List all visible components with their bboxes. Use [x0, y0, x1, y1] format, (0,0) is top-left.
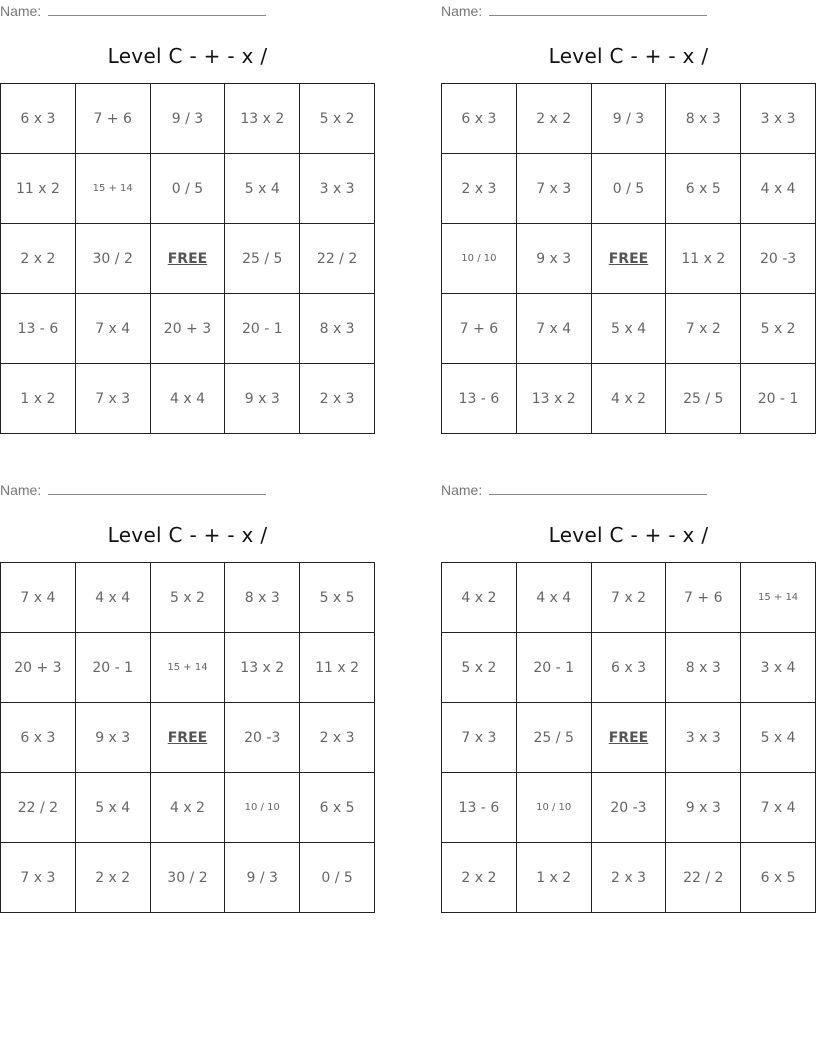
problem-cell[interactable]: 0 / 5 [150, 154, 225, 224]
problem-cell[interactable]: 13 x 2 [225, 633, 300, 703]
name-blank-line[interactable] [48, 482, 266, 495]
problem-cell[interactable]: 7 x 3 [442, 703, 517, 773]
problem-cell[interactable]: 5 x 2 [150, 563, 225, 633]
problem-cell[interactable]: 4 x 4 [516, 563, 591, 633]
grid-row [442, 773, 816, 843]
problem-cell[interactable]: 4 x 2 [150, 773, 225, 843]
problem-cell[interactable]: 7 x 3 [516, 154, 591, 224]
card-title: Level C - + - x / [107, 523, 268, 547]
problem-cell[interactable]: 9 / 3 [591, 84, 666, 154]
problem-cell[interactable]: 3 x 3 [666, 703, 741, 773]
problem-cell[interactable]: 20 + 3 [150, 294, 225, 364]
grid-row [1, 364, 375, 434]
problem-cell[interactable]: 5 x 4 [75, 773, 150, 843]
problem-cell[interactable]: 9 / 3 [225, 843, 300, 913]
problem-cell[interactable]: 9 x 3 [75, 703, 150, 773]
grid-row [442, 703, 816, 773]
grid-row [442, 84, 816, 154]
problem-cell[interactable]: 5 x 2 [741, 294, 816, 364]
grid-row [1, 224, 375, 294]
problem-cell[interactable]: 11 x 2 [300, 633, 375, 703]
card-title: Level C - + - x / [548, 523, 709, 547]
bingo-card-4 [441, 479, 816, 886]
problem-cell[interactable]: 2 x 2 [442, 843, 517, 913]
problem-cell[interactable]: 7 x 4 [1, 563, 76, 633]
problem-cell[interactable]: 5 x 4 [741, 703, 816, 773]
problem-cell[interactable]: 5 x 4 [591, 294, 666, 364]
problem-cell[interactable]: 8 x 3 [300, 294, 375, 364]
bingo-grid [441, 562, 816, 913]
problem-cell[interactable]: 8 x 3 [225, 563, 300, 633]
grid-row [1, 84, 375, 154]
problem-cell[interactable]: 6 x 3 [442, 84, 517, 154]
problem-cell[interactable]: 13 - 6 [1, 294, 76, 364]
bingo-grid [441, 83, 816, 434]
problem-cell[interactable]: 2 x 3 [591, 843, 666, 913]
problem-cell[interactable]: 7 x 2 [591, 563, 666, 633]
problem-cell[interactable]: 0 / 5 [300, 843, 375, 913]
free-space-cell[interactable]: FREE [150, 224, 225, 294]
name-label: Name: [441, 3, 483, 19]
problem-cell[interactable]: 30 / 2 [150, 843, 225, 913]
problem-cell[interactable]: 22 / 2 [300, 224, 375, 294]
name-field-row [0, 479, 375, 501]
name-blank-line[interactable] [489, 3, 707, 16]
problem-cell[interactable]: 9 / 3 [150, 84, 225, 154]
grid-row [442, 563, 816, 633]
bingo-grid [0, 83, 375, 434]
card-title: Level C - + - x / [548, 44, 709, 68]
problem-cell[interactable]: 15 + 14 [150, 633, 225, 703]
grid-row [442, 154, 816, 224]
problem-cell[interactable]: 2 x 2 [1, 224, 76, 294]
problem-cell[interactable]: 22 / 2 [666, 843, 741, 913]
problem-cell[interactable]: 7 + 6 [442, 294, 517, 364]
problem-cell[interactable]: 6 x 5 [666, 154, 741, 224]
problem-cell[interactable]: 9 x 3 [666, 773, 741, 843]
problem-cell[interactable]: 4 x 4 [75, 563, 150, 633]
grid-row [1, 773, 375, 843]
grid-row [1, 563, 375, 633]
problem-cell[interactable]: 2 x 3 [300, 364, 375, 434]
problem-cell[interactable]: 10 / 10 [225, 773, 300, 843]
problem-cell[interactable]: 9 x 3 [225, 364, 300, 434]
problem-cell[interactable]: 7 x 4 [741, 773, 816, 843]
problem-cell[interactable]: 20 + 3 [1, 633, 76, 703]
problem-cell[interactable]: 25 / 5 [225, 224, 300, 294]
problem-cell[interactable]: 2 x 2 [516, 84, 591, 154]
problem-cell[interactable]: 6 x 3 [591, 633, 666, 703]
problem-cell[interactable]: 4 x 4 [741, 154, 816, 224]
problem-cell[interactable]: 20 - 1 [225, 294, 300, 364]
problem-cell[interactable]: 13 - 6 [442, 364, 517, 434]
grid-row [442, 633, 816, 703]
grid-row [1, 843, 375, 913]
bingo-card-1 [0, 0, 375, 407]
problem-cell[interactable]: 8 x 3 [666, 84, 741, 154]
bingo-grid [0, 562, 375, 913]
problem-cell[interactable]: 22 / 2 [1, 773, 76, 843]
problem-cell[interactable]: 5 x 5 [300, 563, 375, 633]
problem-cell[interactable]: 6 x 5 [741, 843, 816, 913]
grid-row [442, 224, 816, 294]
problem-cell[interactable]: 11 x 2 [666, 224, 741, 294]
problem-cell[interactable]: 10 / 10 [442, 224, 517, 294]
problem-cell[interactable]: 1 x 2 [1, 364, 76, 434]
problem-cell[interactable]: 8 x 3 [666, 633, 741, 703]
name-blank-line[interactable] [489, 482, 707, 495]
problem-cell[interactable]: 7 + 6 [75, 84, 150, 154]
grid-row [442, 843, 816, 913]
name-label: Name: [0, 3, 42, 19]
grid-row [1, 294, 375, 364]
problem-cell[interactable]: 25 / 5 [516, 703, 591, 773]
problem-cell[interactable]: 30 / 2 [75, 224, 150, 294]
grid-row [442, 294, 816, 364]
problem-cell[interactable]: 6 x 3 [1, 84, 76, 154]
name-field-row [441, 0, 816, 22]
problem-cell[interactable]: 3 x 3 [300, 154, 375, 224]
problem-cell[interactable]: 11 x 2 [1, 154, 76, 224]
problem-cell[interactable]: 7 x 3 [75, 364, 150, 434]
problem-cell[interactable]: 20 - 1 [516, 633, 591, 703]
problem-cell[interactable]: 13 - 6 [442, 773, 517, 843]
problem-cell[interactable]: 20 -3 [591, 773, 666, 843]
problem-cell[interactable]: 4 x 4 [150, 364, 225, 434]
problem-cell[interactable]: 6 x 3 [1, 703, 76, 773]
problem-cell[interactable]: 2 x 3 [442, 154, 517, 224]
problem-cell[interactable]: 9 x 3 [516, 224, 591, 294]
free-space-cell[interactable]: FREE [150, 703, 225, 773]
problem-cell[interactable]: 0 / 5 [591, 154, 666, 224]
problem-cell[interactable]: 13 x 2 [225, 84, 300, 154]
problem-cell[interactable]: 20 -3 [741, 224, 816, 294]
problem-cell[interactable]: 7 + 6 [666, 563, 741, 633]
problem-cell[interactable]: 1 x 2 [516, 843, 591, 913]
name-field-row [0, 0, 375, 22]
card-title: Level C - + - x / [107, 44, 268, 68]
problem-cell[interactable]: 4 x 2 [591, 364, 666, 434]
free-space-cell[interactable]: FREE [591, 703, 666, 773]
problem-cell[interactable]: 4 x 2 [442, 563, 517, 633]
grid-row [1, 154, 375, 224]
problem-cell[interactable]: 5 x 2 [300, 84, 375, 154]
problem-cell[interactable]: 13 x 2 [516, 364, 591, 434]
problem-cell[interactable]: 5 x 4 [225, 154, 300, 224]
free-space-cell[interactable]: FREE [591, 224, 666, 294]
problem-cell[interactable]: 20 - 1 [75, 633, 150, 703]
problem-cell[interactable]: 15 + 14 [741, 563, 816, 633]
problem-cell[interactable]: 10 / 10 [516, 773, 591, 843]
name-field-row [441, 479, 816, 501]
name-label: Name: [441, 482, 483, 498]
bingo-card-3 [0, 479, 375, 886]
grid-row [1, 633, 375, 703]
problem-cell[interactable]: 2 x 3 [300, 703, 375, 773]
problem-cell[interactable]: 5 x 2 [442, 633, 517, 703]
problem-cell[interactable]: 3 x 3 [741, 84, 816, 154]
problem-cell[interactable]: 7 x 4 [516, 294, 591, 364]
problem-cell[interactable]: 7 x 3 [1, 843, 76, 913]
problem-cell[interactable]: 15 + 14 [75, 154, 150, 224]
problem-cell[interactable]: 25 / 5 [666, 364, 741, 434]
name-blank-line[interactable] [48, 3, 266, 16]
problem-cell[interactable]: 7 x 4 [75, 294, 150, 364]
problem-cell[interactable]: 20 - 1 [741, 364, 816, 434]
problem-cell[interactable]: 7 x 2 [666, 294, 741, 364]
name-label: Name: [0, 482, 42, 498]
problem-cell[interactable]: 2 x 2 [75, 843, 150, 913]
problem-cell[interactable]: 6 x 5 [300, 773, 375, 843]
grid-row [442, 364, 816, 434]
problem-cell[interactable]: 3 x 4 [741, 633, 816, 703]
grid-row [1, 703, 375, 773]
problem-cell[interactable]: 20 -3 [225, 703, 300, 773]
bingo-card-2 [441, 0, 816, 407]
